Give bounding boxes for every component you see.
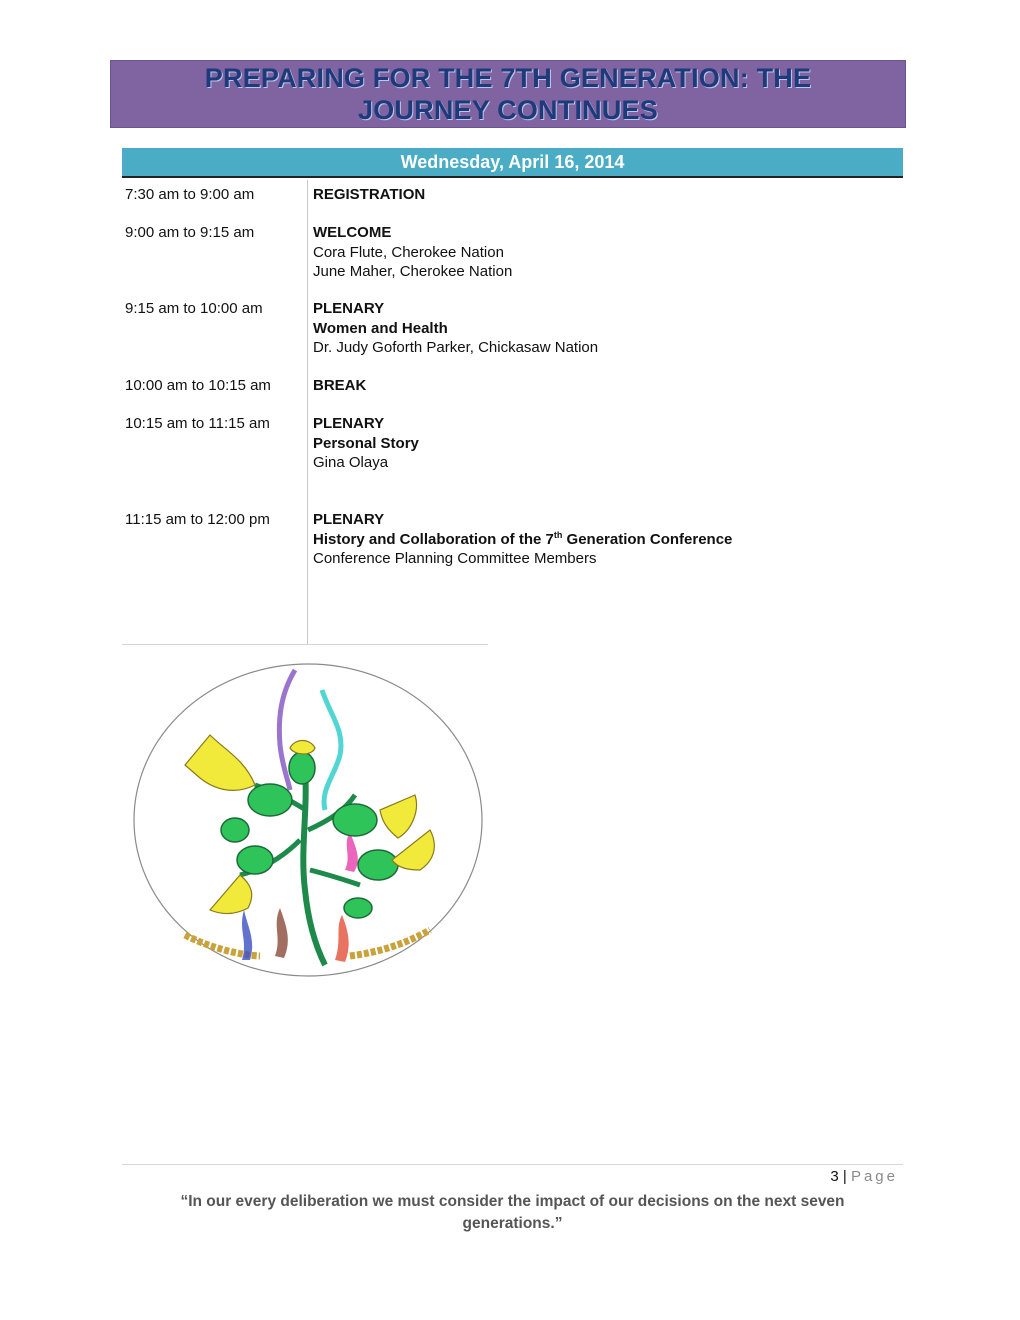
flower-illustration xyxy=(130,660,486,982)
session-heading: PLENARY xyxy=(313,415,385,432)
session-title: Women and Health xyxy=(313,319,448,337)
ordinal-suffix: th xyxy=(553,529,563,540)
table-bottom-rule xyxy=(122,644,488,645)
day-header xyxy=(122,148,903,178)
speaker: Cora Flute, Cherokee Nation xyxy=(313,243,504,261)
session-title-text: History and Collaboration of the 7 xyxy=(313,530,554,548)
row-time: 10:15 am to 11:15 am xyxy=(125,415,270,432)
row-detail xyxy=(313,185,893,205)
day-label: Wednesday, April 16, 2014 xyxy=(400,151,625,172)
row-detail xyxy=(313,223,893,282)
row-detail xyxy=(313,376,893,396)
row-time: 9:15 am to 10:00 am xyxy=(125,300,263,317)
row-detail xyxy=(313,510,893,569)
speaker: Gina Olaya xyxy=(313,454,389,471)
session-heading: WELCOME xyxy=(313,224,392,241)
session-title-text-end: Generation Conference xyxy=(562,530,733,548)
session-title: Personal Story xyxy=(313,434,419,452)
session-title xyxy=(313,530,893,550)
page-word: Page xyxy=(850,1168,898,1185)
page-separator: | xyxy=(842,1168,847,1185)
row-time: 9:00 am to 9:15 am xyxy=(125,224,255,241)
session-heading: PLENARY xyxy=(313,300,385,317)
speaker: June Maher, Cherokee Nation xyxy=(313,263,513,280)
schedule-table xyxy=(122,180,903,644)
footer-quote: “In our every deliberation we must consider the impact of our decisions on the next seven generations.” xyxy=(180,1193,845,1232)
row-detail xyxy=(313,414,893,473)
page-number: 3 xyxy=(830,1168,839,1185)
speaker: Conference Planning Committee Members xyxy=(313,550,597,567)
session-heading: PLENARY xyxy=(313,511,385,528)
title-banner xyxy=(110,60,906,128)
footer-rule xyxy=(122,1164,903,1165)
column-divider xyxy=(307,180,308,644)
row-time: 11:15 am to 12:00 pm xyxy=(125,511,270,528)
page-number-block xyxy=(830,1168,898,1185)
row-time: 10:00 am to 10:15 am xyxy=(125,377,271,394)
session-heading: REGISTRATION xyxy=(313,186,426,203)
speaker: Dr. Judy Goforth Parker, Chickasaw Nation xyxy=(313,339,599,356)
row-time: 7:30 am to 9:00 am xyxy=(125,186,255,203)
row-detail xyxy=(313,299,893,358)
document-title: PREPARING FOR THE 7TH GENERATION: THE JOURNEY CONTINUES xyxy=(204,63,812,125)
session-heading: BREAK xyxy=(313,377,367,394)
